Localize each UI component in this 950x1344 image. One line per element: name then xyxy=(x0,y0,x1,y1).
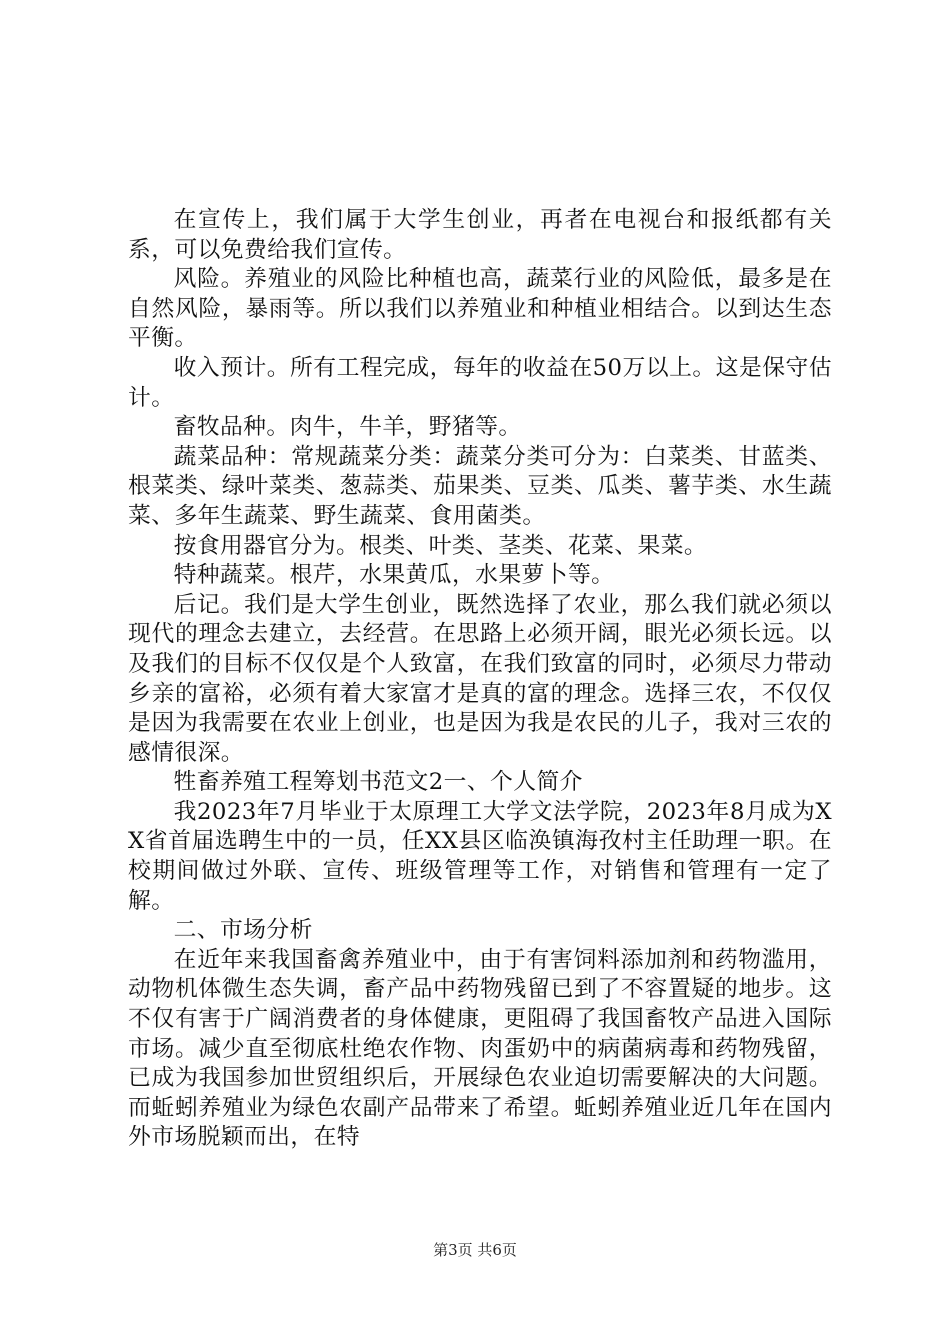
paragraph-livestock-varieties: 畜牧品种。肉牛，牛羊，野猪等。 xyxy=(173,414,522,441)
section-heading-market-analysis: 二、市场分析 xyxy=(173,917,313,944)
paragraph-risk: 风险。养殖业的风险比种植也高，蔬菜行业的风险低，最多是在自然风险，暴雨等。所以我们以养殖业和种植业相结合。以到达生态平衡。 xyxy=(128,266,832,352)
paragraph-postscript: 后记。我们是大学生创业，既然选择了农业，那么我们就必须以现代的理念去建立，去经营。在思路上必须开阔，眼光必须长远。以及我们的目标不仅仅是个人致富，在我们致富的同时，必须尽力带动乡亲的富裕，必须有着大家富才是真的富的理念。选择三农，不仅仅是因为我需要在农业上创业，也是因为我是农民的儿子，我对三农的感情很深。 xyxy=(128,591,832,766)
paragraph-special-vegetables: 特种蔬菜。根芹，水果黄瓜，水果萝卜等。 xyxy=(173,562,615,589)
paragraph-personal-profile: 我2023年7月毕业于太原理工大学文法学院，2023年8月成为XX省首届选聘生中的一员，任XX县区临涣镇海孜村主任助理一职。在校期间做过外联、宣传、班级管理等工作，对销售和管理有一定了解。 xyxy=(128,798,832,914)
paragraph-publicity: 在宣传上，我们属于大学生创业，再者在电视台和报纸都有关系，可以免费给我们宣传。 xyxy=(128,207,832,263)
paragraph-market-analysis: 在近年来我国畜禽养殖业中，由于有害饲料添加剂和药物滥用，动物机体微生态失调，畜产品中药物残留已到了不容置疑的地步。这不仅有害于广阔消费者的身体健康，更阻碍了我国畜牧产品进入国际市场。减少直至彻底杜绝农作物、肉蛋奶中的病菌病毒和药物残留，已成为我国参加世贸组织后，开展绿色农业迫切需要解决的大问题。而蚯蚓养殖业为绿色农副产品带来了希望。蚯蚓养殖业近几年在国内外市场脱颖而出，在特 xyxy=(128,946,832,1151)
paragraph-edible-organs: 按食用器官分为。根类、叶类、茎类、花菜、果菜。 xyxy=(173,532,708,559)
section-heading-plan-2: 牲畜养殖工程筹划书范文2一、个人简介 xyxy=(173,769,583,796)
paragraph-income-estimate: 收入预计。所有工程完成，每年的收益在50万以上。这是保守估计。 xyxy=(128,354,832,411)
document-body xyxy=(128,206,832,1153)
page-number-footer: 第3页 共6页 xyxy=(433,1241,517,1259)
paragraph-vegetable-varieties: 蔬菜品种：常规蔬菜分类：蔬菜分类可分为：白菜类、甘蓝类、根菜类、绿叶菜类、葱蒜类、茄果类、豆类、瓜类、薯芋类、水生蔬菜、多年生蔬菜、野生蔬菜、食用菌类。 xyxy=(128,443,832,529)
